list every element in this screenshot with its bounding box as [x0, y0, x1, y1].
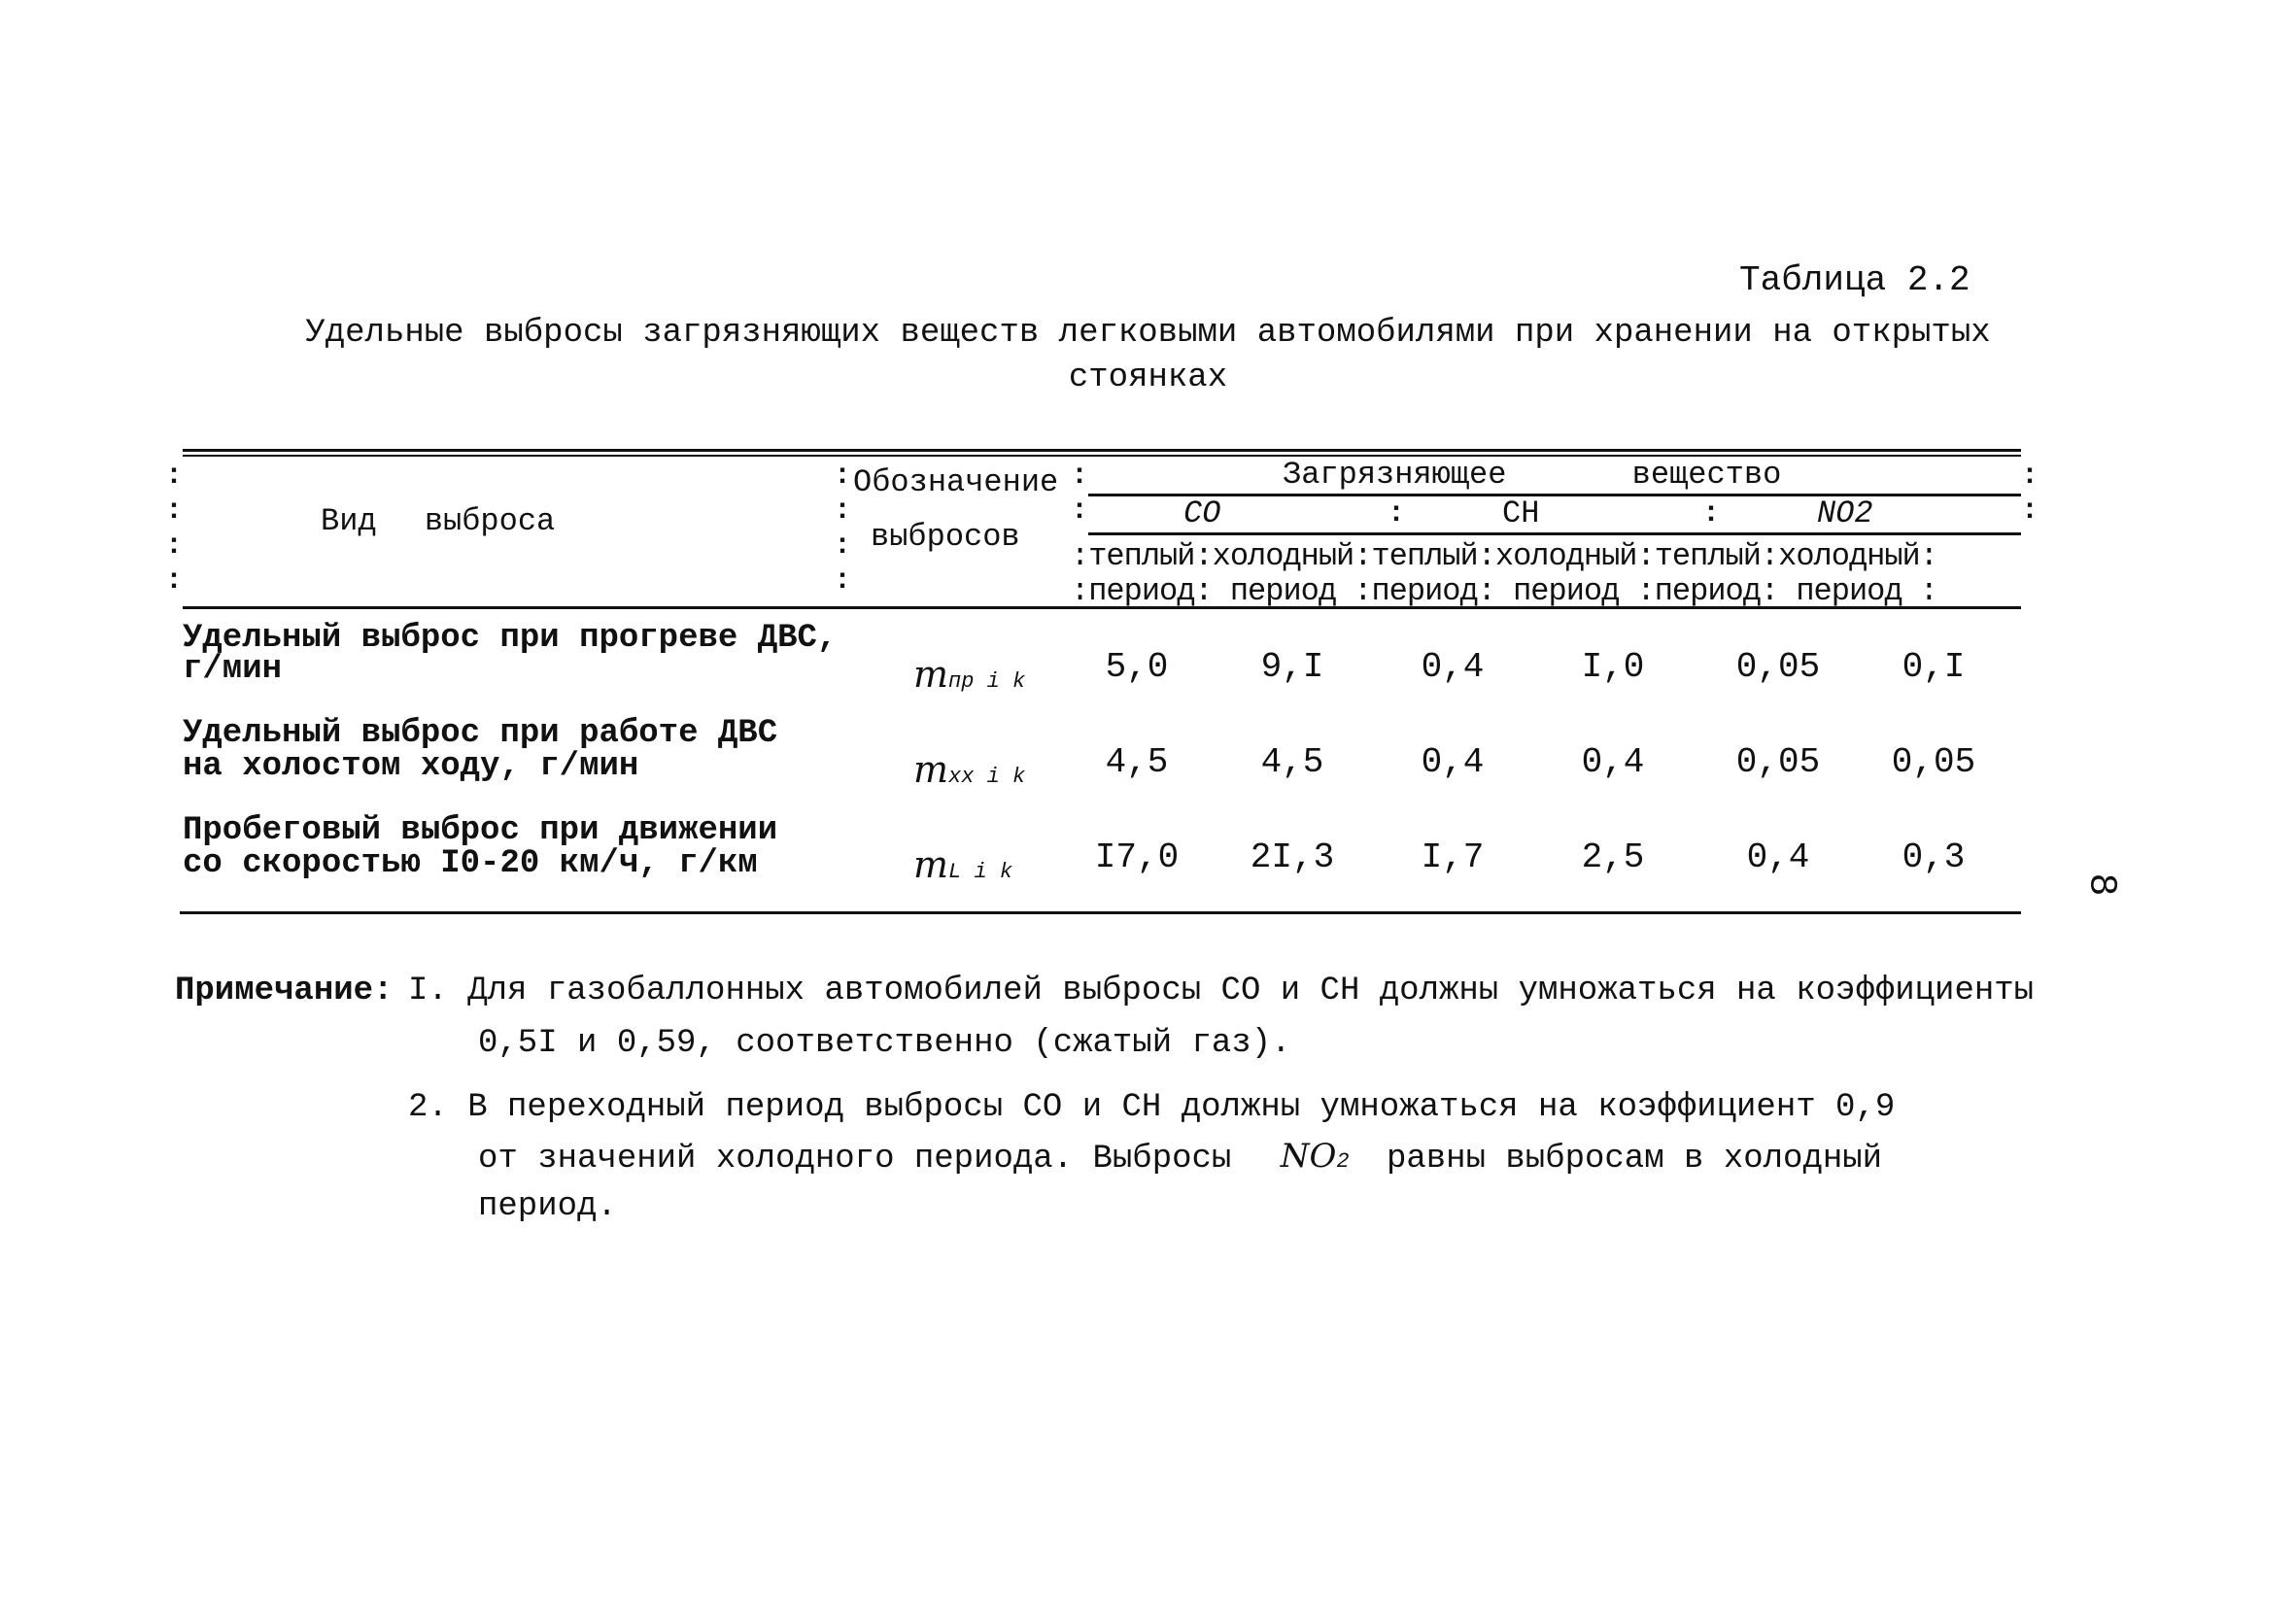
row-3-ch-warm: I,7	[1421, 837, 1485, 877]
note-2-line2-start: от значений холодного периода. Выбросы	[478, 1141, 1232, 1178]
header-periods-line2: :период: период :период: период :период: период :	[1071, 573, 1937, 609]
header-pollutant-sep-2: :	[1702, 497, 1721, 530]
row-1-symbol-main: m	[913, 653, 949, 696]
row-1-ch-cold: I,0	[1581, 647, 1645, 687]
note-2-line2-end: равны выбросам в холодный	[1386, 1141, 1883, 1178]
header-pollutant-sep-1: :	[1388, 497, 1406, 530]
header-pollutant-co: CO	[1183, 495, 1221, 531]
row-2-symbol	[913, 748, 1025, 791]
row-1-symbol-sub: пр i k	[948, 669, 1026, 694]
row-1-co-cold: 9,I	[1260, 647, 1324, 687]
header-pollutant-ch: CH	[1502, 495, 1540, 531]
header-periods-line1: :теплый:холодный:теплый:холодный:теплый:холодный:	[1071, 538, 1937, 574]
row-3-symbol	[913, 843, 1012, 886]
note-2-line3: период.	[478, 1188, 617, 1225]
row-3-co-cold: 2I,3	[1250, 837, 1335, 877]
period-label-5: период	[1654, 573, 1761, 609]
row-3-symbol-main: m	[913, 843, 949, 886]
header-symbol-line1: Обозначение	[853, 464, 1059, 500]
row-2-label-line1: Удельный выброс при работе ДВС	[183, 715, 778, 752]
row-2-no2-warm: 0,05	[1735, 742, 1821, 782]
row-2-ch-cold: 0,4	[1581, 742, 1645, 782]
period-cold-3: холодный	[1778, 538, 1920, 574]
note-2-line2	[478, 1129, 1882, 1189]
page-number: 8	[2078, 872, 2123, 897]
header-group-colons: : :	[1071, 460, 1089, 528]
period-cold-2: холодный	[1494, 538, 1637, 574]
row-2-symbol-sub: xx i k	[948, 765, 1026, 789]
period-cold-1: холодный	[1212, 538, 1354, 574]
note-1-line2: 0,5I и 0,59, соответственно (сжатый газ).	[478, 1025, 1291, 1062]
row-1-no2-cold: 0,I	[1902, 647, 1966, 687]
row-3-ch-cold: 2,5	[1581, 837, 1645, 877]
note-2-line1: 2. В переходный период выбросы CO и CH должны умножаться на коэффициент 0,9	[408, 1089, 1896, 1126]
header-symbol-line2: выбросов	[871, 519, 1020, 555]
row-3-label-line1: Пробеговый выброс при движении	[183, 812, 778, 849]
row-3-label-line2: со скоростью I0-20 км/ч, г/км	[183, 845, 758, 882]
row-1-label-line2: г/мин	[183, 651, 283, 688]
row-2-no2-cold: 0,05	[1891, 742, 1976, 782]
period-label-4: период	[1513, 573, 1620, 609]
row-1-ch-warm: 0,4	[1421, 647, 1485, 687]
period-warm-3: теплый	[1654, 538, 1761, 574]
header-pollutant-no2: NO2	[1817, 495, 1873, 531]
header-kind: Вид выброса	[321, 503, 556, 539]
row-3-no2-warm: 0,4	[1746, 837, 1810, 877]
note-2-no2: NO	[1280, 1137, 1337, 1176]
header-right-colons: : :	[2021, 460, 2039, 528]
table-label: Таблица 2.2	[1739, 260, 1970, 300]
row-2-ch-warm: 0,4	[1421, 742, 1485, 782]
table-title-line1: Удельные выбросы загрязняющих веществ легковыми автомобилями при хранении на открытых	[305, 315, 1991, 352]
row-1-symbol	[913, 653, 1025, 696]
header-pollutant-group: Загрязняющее вещество	[1283, 457, 1782, 493]
period-label-1: период	[1088, 573, 1195, 609]
table-bottom-rule	[180, 911, 2021, 914]
pollutant-group-rule	[1088, 494, 2021, 496]
row-3-co-warm: I7,0	[1094, 837, 1180, 877]
table-title-line2: стоянках	[1068, 359, 1228, 396]
note-2-no2-sub: 2	[1336, 1149, 1350, 1174]
header-symbol-colons: : : : :	[834, 460, 852, 598]
note-1-line1: I. Для газобаллонных автомобилей выбросы CO и CH должны умножаться на коэффициенты	[408, 973, 2035, 1009]
row-1-no2-warm: 0,05	[1735, 647, 1821, 687]
row-1-co-warm: 5,0	[1105, 647, 1169, 687]
row-2-label-line2: на холостом ходу, г/мин	[183, 748, 639, 785]
note-prefix: Примечание:	[175, 973, 394, 1009]
header-left-colons: : : : :	[165, 460, 184, 598]
period-label-6: период	[1796, 573, 1902, 609]
row-1-label-line1: Удельный выброс при прогреве ДВС,	[183, 620, 838, 657]
row-3-symbol-sub: L i k	[948, 860, 1013, 884]
row-2-co-warm: 4,5	[1105, 742, 1169, 782]
period-label-3: период	[1371, 573, 1478, 609]
table-top-rule	[183, 449, 2021, 452]
period-label-2: период	[1229, 573, 1337, 609]
row-2-symbol-main: m	[913, 748, 949, 791]
period-warm-2: теплый	[1371, 538, 1478, 574]
row-2-co-cold: 4,5	[1260, 742, 1324, 782]
row-3-no2-cold: 0,3	[1902, 837, 1966, 877]
pollutant-name-rule	[1088, 532, 2021, 535]
period-warm-1: теплый	[1088, 538, 1195, 574]
